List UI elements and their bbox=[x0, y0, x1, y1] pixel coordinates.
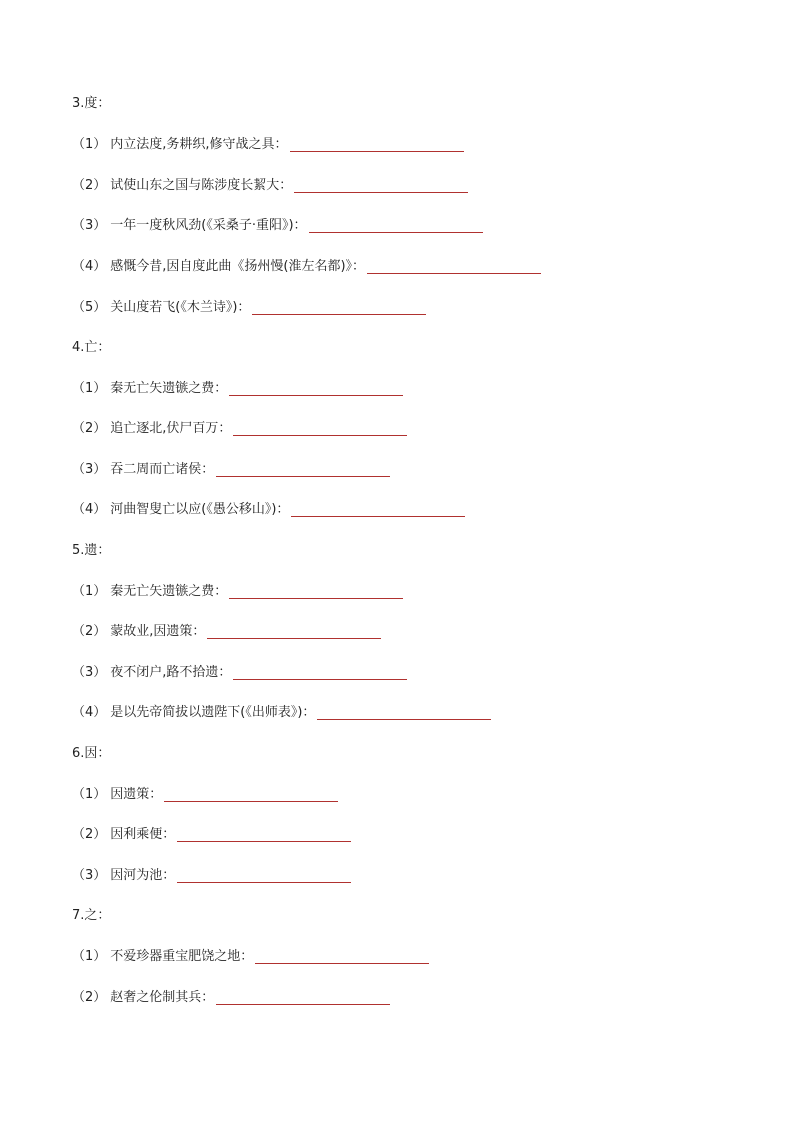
item-number: （4） bbox=[72, 259, 107, 274]
item-number: （1） bbox=[72, 787, 107, 802]
item-text: 因遗策： bbox=[110, 787, 163, 802]
item-number: （4） bbox=[72, 705, 107, 720]
section-heading: 4.亡： bbox=[72, 340, 111, 355]
item-number: （2） bbox=[72, 178, 107, 193]
question-item bbox=[72, 379, 403, 399]
answer-blank[interactable] bbox=[255, 963, 429, 964]
answer-blank[interactable] bbox=[317, 719, 491, 720]
item-text: 赵奢之伦制其兵： bbox=[110, 990, 215, 1005]
answer-blank[interactable] bbox=[367, 273, 541, 274]
answer-blank[interactable] bbox=[290, 151, 464, 152]
item-number: （3） bbox=[72, 218, 107, 233]
section-heading: 7.之： bbox=[72, 908, 111, 923]
item-number: （1） bbox=[72, 584, 107, 599]
item-text: 试使山东之国与陈涉度长絜大： bbox=[110, 178, 293, 193]
item-text: 蒙故业,因遗策： bbox=[110, 624, 206, 639]
item-text: 关山度若飞(《木兰诗》)： bbox=[110, 300, 251, 315]
item-number: （5） bbox=[72, 300, 107, 315]
question-item bbox=[72, 298, 426, 318]
answer-blank[interactable] bbox=[252, 314, 426, 315]
item-number: （2） bbox=[72, 421, 107, 436]
question-item bbox=[72, 988, 390, 1008]
question-item bbox=[72, 825, 351, 845]
answer-blank[interactable] bbox=[177, 882, 351, 883]
answer-blank[interactable] bbox=[177, 841, 351, 842]
answer-blank[interactable] bbox=[216, 476, 390, 477]
answer-blank[interactable] bbox=[233, 435, 407, 436]
question-item bbox=[72, 176, 468, 196]
question-item bbox=[72, 500, 465, 520]
question-item bbox=[72, 216, 483, 236]
question-item bbox=[72, 622, 381, 642]
answer-blank[interactable] bbox=[233, 679, 407, 680]
answer-blank[interactable] bbox=[216, 1004, 390, 1005]
item-text: 秦无亡矢遗镞之费： bbox=[110, 584, 228, 599]
answer-blank[interactable] bbox=[294, 192, 468, 193]
item-text: 夜不闭户,路不拾遗： bbox=[110, 665, 232, 680]
item-text: 不爱珍器重宝肥饶之地： bbox=[110, 949, 254, 964]
question-item bbox=[72, 582, 403, 602]
section-heading: 6.因： bbox=[72, 746, 111, 761]
question-item bbox=[72, 419, 407, 439]
item-number: （2） bbox=[72, 990, 107, 1005]
item-number: （1） bbox=[72, 137, 107, 152]
question-item bbox=[72, 703, 491, 723]
answer-blank[interactable] bbox=[229, 395, 403, 396]
item-text: 秦无亡矢遗镞之费： bbox=[110, 381, 228, 396]
item-text: 追亡逐北,伏尸百万： bbox=[110, 421, 232, 436]
question-item bbox=[72, 257, 541, 277]
section-heading: 5.遗： bbox=[72, 543, 111, 558]
answer-blank[interactable] bbox=[229, 598, 403, 599]
question-item bbox=[72, 663, 407, 683]
question-item bbox=[72, 947, 429, 967]
item-number: （3） bbox=[72, 868, 107, 883]
item-text: 因利乘便： bbox=[110, 827, 176, 842]
answer-blank[interactable] bbox=[164, 801, 338, 802]
answer-blank[interactable] bbox=[291, 516, 465, 517]
item-number: （1） bbox=[72, 381, 107, 396]
item-text: 一年一度秋风劲(《采桑子·重阳》)： bbox=[110, 218, 307, 233]
item-number: （1） bbox=[72, 949, 107, 964]
item-number: （3） bbox=[72, 665, 107, 680]
answer-blank[interactable] bbox=[207, 638, 381, 639]
item-number: （4） bbox=[72, 502, 107, 517]
item-text: 吞二周而亡诸侯： bbox=[110, 462, 215, 477]
question-item bbox=[72, 135, 464, 155]
item-number: （3） bbox=[72, 462, 107, 477]
item-number: （2） bbox=[72, 624, 107, 639]
section-heading: 3.度： bbox=[72, 96, 111, 111]
item-text: 因河为池： bbox=[110, 868, 176, 883]
item-number: （2） bbox=[72, 827, 107, 842]
question-item bbox=[72, 460, 390, 480]
item-text: 河曲智叟亡以应(《愚公移山》)： bbox=[110, 502, 290, 517]
item-text: 感慨今昔,因自度此曲《扬州慢(淮左名都)》： bbox=[110, 259, 366, 274]
answer-blank[interactable] bbox=[309, 232, 483, 233]
question-item bbox=[72, 785, 338, 805]
item-text: 内立法度,务耕织,修守战之具： bbox=[110, 137, 288, 152]
question-item bbox=[72, 866, 351, 886]
item-text: 是以先帝简拔以遗陛下(《出师表》)： bbox=[110, 705, 316, 720]
